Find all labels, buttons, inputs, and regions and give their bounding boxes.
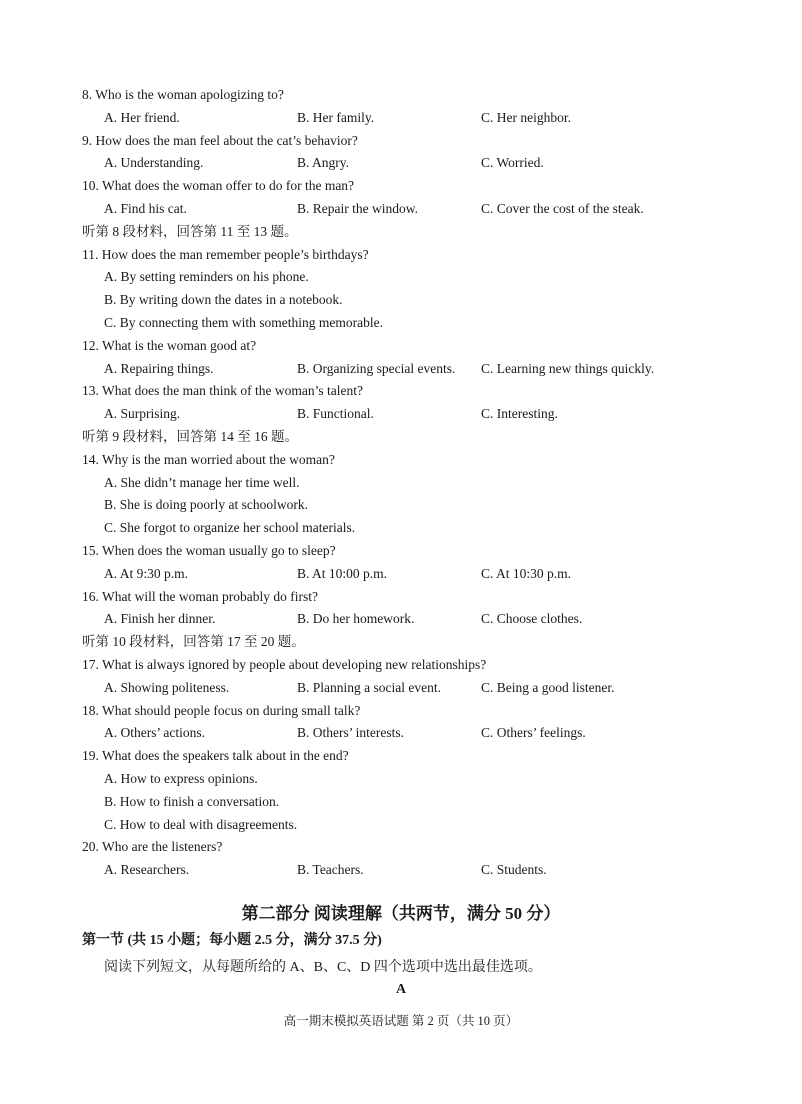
answer-option: B. Functional. <box>297 406 374 421</box>
answer-option: C. How to deal with disagreements. <box>104 817 298 832</box>
answer-option: C. Worried. <box>481 155 544 170</box>
question-stem: 13. What does the man think of the woman’s talent? <box>82 383 363 398</box>
answer-option: C. Choose clothes. <box>481 611 583 626</box>
answer-option: A. Understanding. <box>104 155 204 170</box>
answer-option: B. Teachers. <box>297 862 364 877</box>
question-stem: 16. What will the woman probably do first? <box>82 589 318 604</box>
question-stem: 11. How does the man remember people’s birthdays? <box>82 247 369 262</box>
answer-option: A. Surprising. <box>104 406 181 421</box>
question-stem: 12. What is the woman good at? <box>82 338 257 353</box>
answer-option: B. Do her homework. <box>297 611 415 626</box>
section-one-instruction: 阅读下列短文，从每题所给的 A、B、C、D 四个选项中选出最佳选项。 <box>104 960 542 975</box>
answer-option: C. Learning new things quickly. <box>481 361 655 376</box>
answer-option: B. Organizing special events. <box>297 361 456 376</box>
answer-option: B. Repair the window. <box>297 201 418 216</box>
answer-option: A. Others’ actions. <box>104 725 205 740</box>
answer-option: A. Repairing things. <box>104 361 214 376</box>
passage-label: A <box>395 982 407 997</box>
answer-option: C. Others’ feelings. <box>481 725 586 740</box>
answer-option: C. She forgot to organize her school materials. <box>104 520 356 535</box>
answer-option: A. Finish her dinner. <box>104 611 216 626</box>
answer-option: B. Planning a social event. <box>297 680 441 695</box>
answer-option: C. At 10:30 p.m. <box>481 566 572 581</box>
answer-option: B. She is doing poorly at schoolwork. <box>104 497 308 512</box>
question-stem: 14. Why is the man worried about the woman? <box>82 452 335 467</box>
section-instruction: 听第 10 段材料，回答第 17 至 20 题。 <box>82 634 305 649</box>
answer-option: C. Cover the cost of the steak. <box>481 201 644 216</box>
question-stem: 18. What should people focus on during small talk? <box>82 703 361 718</box>
part-two-title: 第二部分 阅读理解（共两节，满分 50 分） <box>241 904 561 923</box>
answer-option: C. Her neighbor. <box>481 110 571 125</box>
answer-option: C. Students. <box>481 862 547 877</box>
section-instruction: 听第 8 段材料，回答第 11 至 13 题。 <box>82 224 298 239</box>
question-stem: 8. Who is the woman apologizing to? <box>82 87 284 102</box>
answer-option: C. By connecting them with something memorable. <box>104 315 383 330</box>
answer-option: B. How to finish a conversation. <box>104 794 280 809</box>
answer-option: A. At 9:30 p.m. <box>104 566 189 581</box>
question-stem: 19. What does the speakers talk about in the end? <box>82 748 349 763</box>
question-stem: 15. When does the woman usually go to sleep? <box>82 543 336 558</box>
answer-option: C. Being a good listener. <box>481 680 615 695</box>
answer-option: B. Others’ interests. <box>297 725 404 740</box>
answer-option: A. Her friend. <box>104 110 180 125</box>
question-stem: 10. What does the woman offer to do for the man? <box>82 178 355 193</box>
answer-option: A. She didn’t manage her time well. <box>104 475 300 490</box>
answer-option: B. Angry. <box>297 155 350 170</box>
question-stem: 9. How does the man feel about the cat’s behavior? <box>82 133 358 148</box>
answer-option: A. Researchers. <box>104 862 190 877</box>
section-instruction: 听第 9 段材料，回答第 14 至 16 题。 <box>82 429 298 444</box>
question-stem: 17. What is always ignored by people about developing new relationships? <box>82 657 487 672</box>
answer-option: A. How to express opinions. <box>104 771 258 786</box>
answer-option: A. Showing politeness. <box>104 680 230 695</box>
section-one-title: 第一节 (共 15 小题；每小题 2.5 分，满分 37.5 分) <box>82 933 382 948</box>
page-footer: 高一期末模拟英语试题 第 2 页（共 10 页） <box>283 1014 519 1028</box>
answer-option: A. By setting reminders on his phone. <box>104 269 309 284</box>
answer-option: A. Find his cat. <box>104 201 187 216</box>
question-stem: 20. Who are the listeners? <box>82 839 223 854</box>
answer-option: B. Her family. <box>297 110 375 125</box>
answer-option: B. By writing down the dates in a notebook. <box>104 292 343 307</box>
answer-option: C. Interesting. <box>481 406 558 421</box>
answer-option: B. At 10:00 p.m. <box>297 566 388 581</box>
